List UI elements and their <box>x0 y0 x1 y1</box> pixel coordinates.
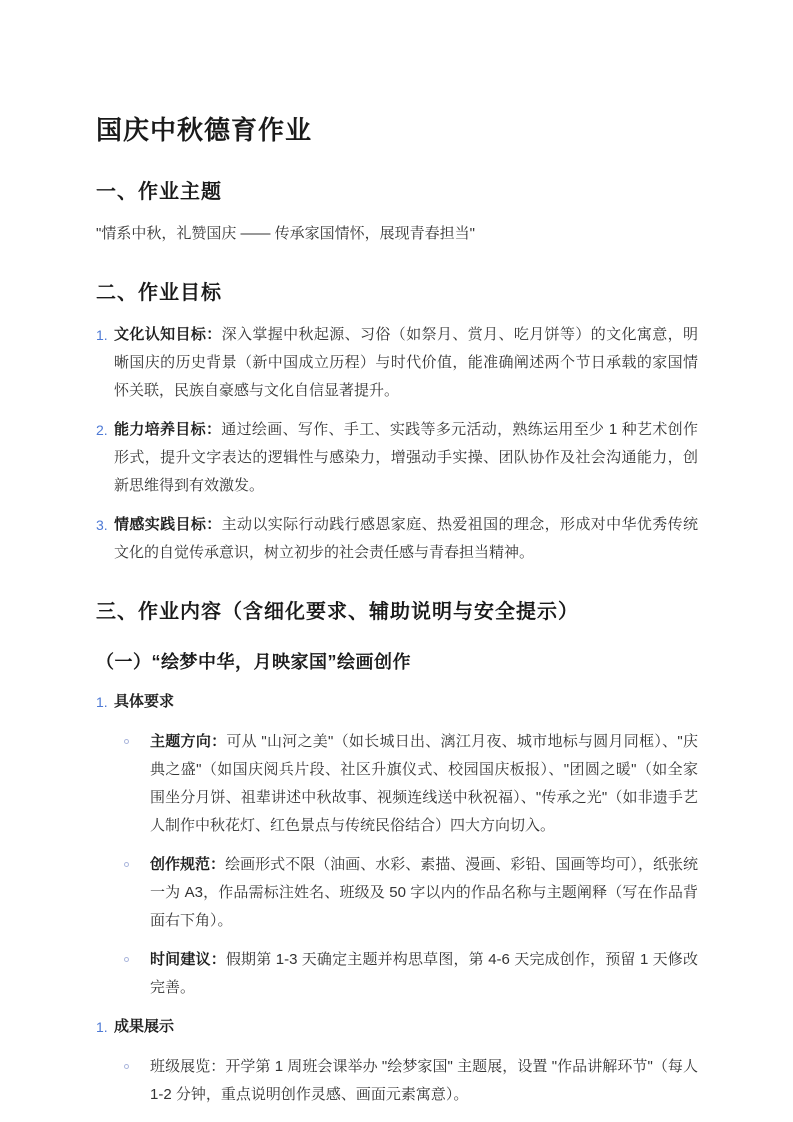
document-title: 国庆中秋德育作业 <box>96 115 313 145</box>
bullet-text: 绘画形式不限（油画、水彩、素描、漫画、彩铅、国画等均可），纸张统一为 A3，作品需标注姓名、班级及 50 字以内的作品名称与主题阐释（写在作品背面右下角）。 <box>150 855 698 929</box>
bullet-circle-icon <box>124 957 129 962</box>
bullet-item-class-exhibition <box>114 1053 698 1109</box>
requirements-bullets <box>114 728 698 1002</box>
bullet-circle-icon <box>124 1064 129 1069</box>
goal-text: 深入掌握中秋起源、习俗（如祭月、赏月、吃月饼等）的文化寓意，明晰国庆的历史背景（新中国成立历程）与时代价值，能准确阐述两个节日承载的家国情怀关联，民族自豪感与文化自信显著提升。 <box>114 325 698 399</box>
goal-label: 能力培养目标： <box>114 420 222 438</box>
list-number: 1. <box>96 693 108 710</box>
list-item-requirements <box>96 688 698 1002</box>
bullet-label: 创作规范： <box>150 855 226 873</box>
bullet-item-creation-rules <box>114 851 698 935</box>
bullet-label: 时间建议： <box>150 950 226 968</box>
goal-text: 通过绘画、写作、手工、实践等多元活动，熟练运用至少 1 种艺术创作形式，提升文字表达的逻辑性与感染力，增强动手实操、团队协作及社会沟通能力，创新思维得到有效激发。 <box>114 420 698 494</box>
bullet-text: 班级展览：开学第 1 周班会课举办 "绘梦家国" 主题展，设置 "作品讲解环节"（每人 1-2 分钟，重点说明创作灵感、画面元素寓意）。 <box>150 1057 698 1103</box>
section-3-heading: 三、作业内容（含细化要求、辅助说明与安全提示） <box>96 600 579 623</box>
bullet-item-time-advice <box>114 946 698 1002</box>
list-number: 3. <box>96 516 108 533</box>
section-2-heading: 二、作业目标 <box>96 281 222 304</box>
bullet-circle-icon <box>124 862 129 867</box>
bullet-text: 假期第 1-3 天确定主题并构思草图，第 4-6 天完成创作，预留 1 天修改完善。 <box>150 950 698 996</box>
goal-label: 文化认知目标： <box>114 325 222 343</box>
block-title: 成果展示 <box>114 1017 175 1035</box>
list-item-goal-2 <box>96 416 698 500</box>
list-item-goal-3 <box>96 511 698 567</box>
list-number: 1. <box>96 1018 108 1035</box>
goal-label: 情感实践目标： <box>114 515 222 533</box>
results-block <box>96 1013 698 1109</box>
section-1-heading: 一、作业主题 <box>96 180 222 203</box>
goal-text: 主动以实际行动践行感恩家庭、热爱祖国的理念，形成对中华优秀传统文化的自觉传承意识，树立初步的社会责任感与青春担当精神。 <box>114 515 698 561</box>
results-bullets <box>114 1053 698 1109</box>
goals-list <box>96 321 698 567</box>
list-number: 2. <box>96 421 108 438</box>
requirements-block <box>96 688 698 1002</box>
bullet-circle-icon <box>124 739 129 744</box>
list-number: 1. <box>96 326 108 343</box>
list-item-results <box>96 1013 698 1109</box>
bullet-text: 可从 "山河之美"（如长城日出、漓江月夜、城市地标与圆月同框）、"庆典之盛"（如国庆阅兵片段、社区升旗仪式、校园国庆板报）、"团圆之暖"（如全家围坐分月饼、祖辈讲述中秋故事、视频连线送中秋祝福）、"传承之光"（如非遗手艺人制作中秋花灯、红色景点与传统民俗结合）四大方向切入。 <box>150 732 698 834</box>
bullet-item-theme-direction <box>114 728 698 840</box>
list-item-goal-1 <box>96 321 698 405</box>
subsection-1-heading: （一）“绘梦中华，月映家国”绘画创作 <box>96 651 411 672</box>
block-title: 具体要求 <box>114 692 175 710</box>
theme-quote: "情系中秋，礼赞国庆 —— 传承家国情怀，展现青春担当" <box>96 224 475 242</box>
document-content <box>96 114 698 1109</box>
bullet-label: 主题方向： <box>150 732 227 750</box>
